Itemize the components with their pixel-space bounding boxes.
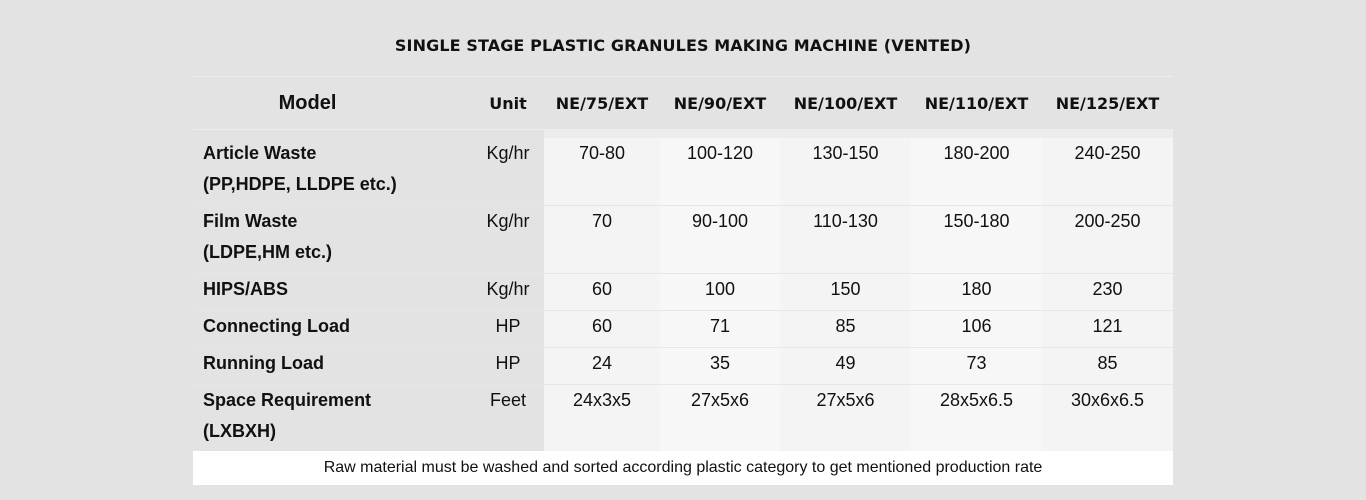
spacer-row xyxy=(193,130,1173,139)
row-label xyxy=(193,348,472,385)
spec-table-container xyxy=(193,76,1173,485)
row-title: Space Requirement xyxy=(203,390,372,410)
header-model-5: NE/125/EXT xyxy=(1042,77,1173,130)
header-unit: Unit xyxy=(472,77,544,130)
row-unit: Kg/hr xyxy=(472,274,544,311)
cell-value: 180-200 xyxy=(911,138,1042,206)
cell-value: 35 xyxy=(660,348,780,385)
cell-value: 30x6x6.5 xyxy=(1042,385,1173,452)
spec-table xyxy=(193,76,1173,451)
footnote: Raw material must be washed and sorted according plastic category to get mentioned production rate xyxy=(193,451,1173,485)
cell-value: 130-150 xyxy=(780,138,911,206)
row-subtitle: (LDPE,HM etc.) xyxy=(203,242,333,262)
table-row xyxy=(193,274,1173,311)
row-title: Article Waste xyxy=(203,143,317,163)
table-row xyxy=(193,206,1173,274)
cell-value: 70 xyxy=(544,206,660,274)
row-title: Film Waste xyxy=(203,211,298,231)
cell-value: 85 xyxy=(1042,348,1173,385)
header-row xyxy=(193,77,1173,130)
cell-value: 90-100 xyxy=(660,206,780,274)
row-unit: Feet xyxy=(472,385,544,452)
row-label xyxy=(193,138,472,206)
cell-value: 110-130 xyxy=(780,206,911,274)
cell-value: 230 xyxy=(1042,274,1173,311)
cell-value: 121 xyxy=(1042,311,1173,348)
header-model-3: NE/100/EXT xyxy=(780,77,911,130)
header-model-4: NE/110/EXT xyxy=(911,77,1042,130)
row-subtitle: (PP,HDPE, LLDPE etc.) xyxy=(203,174,397,194)
row-title: HIPS/ABS xyxy=(203,279,289,299)
cell-value: 24 xyxy=(544,348,660,385)
cell-value: 240-250 xyxy=(1042,138,1173,206)
cell-value: 106 xyxy=(911,311,1042,348)
table-row xyxy=(193,348,1173,385)
cell-value: 60 xyxy=(544,311,660,348)
cell-value: 28x5x6.5 xyxy=(911,385,1042,452)
table-row xyxy=(193,311,1173,348)
header-model: Model xyxy=(193,77,472,130)
cell-value: 200-250 xyxy=(1042,206,1173,274)
table-row xyxy=(193,385,1173,452)
row-label xyxy=(193,206,472,274)
cell-value: 27x5x6 xyxy=(660,385,780,452)
row-unit: Kg/hr xyxy=(472,206,544,274)
header-model-2: NE/90/EXT xyxy=(660,77,780,130)
row-unit: Kg/hr xyxy=(472,138,544,206)
cell-value: 49 xyxy=(780,348,911,385)
cell-value: 60 xyxy=(544,274,660,311)
cell-value: 70-80 xyxy=(544,138,660,206)
cell-value: 100 xyxy=(660,274,780,311)
cell-value: 71 xyxy=(660,311,780,348)
cell-value: 85 xyxy=(780,311,911,348)
header-model-1: NE/75/EXT xyxy=(544,77,660,130)
row-unit: HP xyxy=(472,348,544,385)
row-label xyxy=(193,274,472,311)
cell-value: 73 xyxy=(911,348,1042,385)
cell-value: 150 xyxy=(780,274,911,311)
row-label xyxy=(193,385,472,452)
cell-value: 150-180 xyxy=(911,206,1042,274)
cell-value: 100-120 xyxy=(660,138,780,206)
table-row xyxy=(193,138,1173,206)
cell-value: 180 xyxy=(911,274,1042,311)
row-title: Running Load xyxy=(203,353,324,373)
row-subtitle: (LXBXH) xyxy=(203,421,276,441)
row-label xyxy=(193,311,472,348)
cell-value: 24x3x5 xyxy=(544,385,660,452)
cell-value: 27x5x6 xyxy=(780,385,911,452)
row-title: Connecting Load xyxy=(203,316,350,336)
row-unit: HP xyxy=(472,311,544,348)
page-title: SINGLE STAGE PLASTIC GRANULES MAKING MACHINE (VENTED) xyxy=(394,36,972,55)
